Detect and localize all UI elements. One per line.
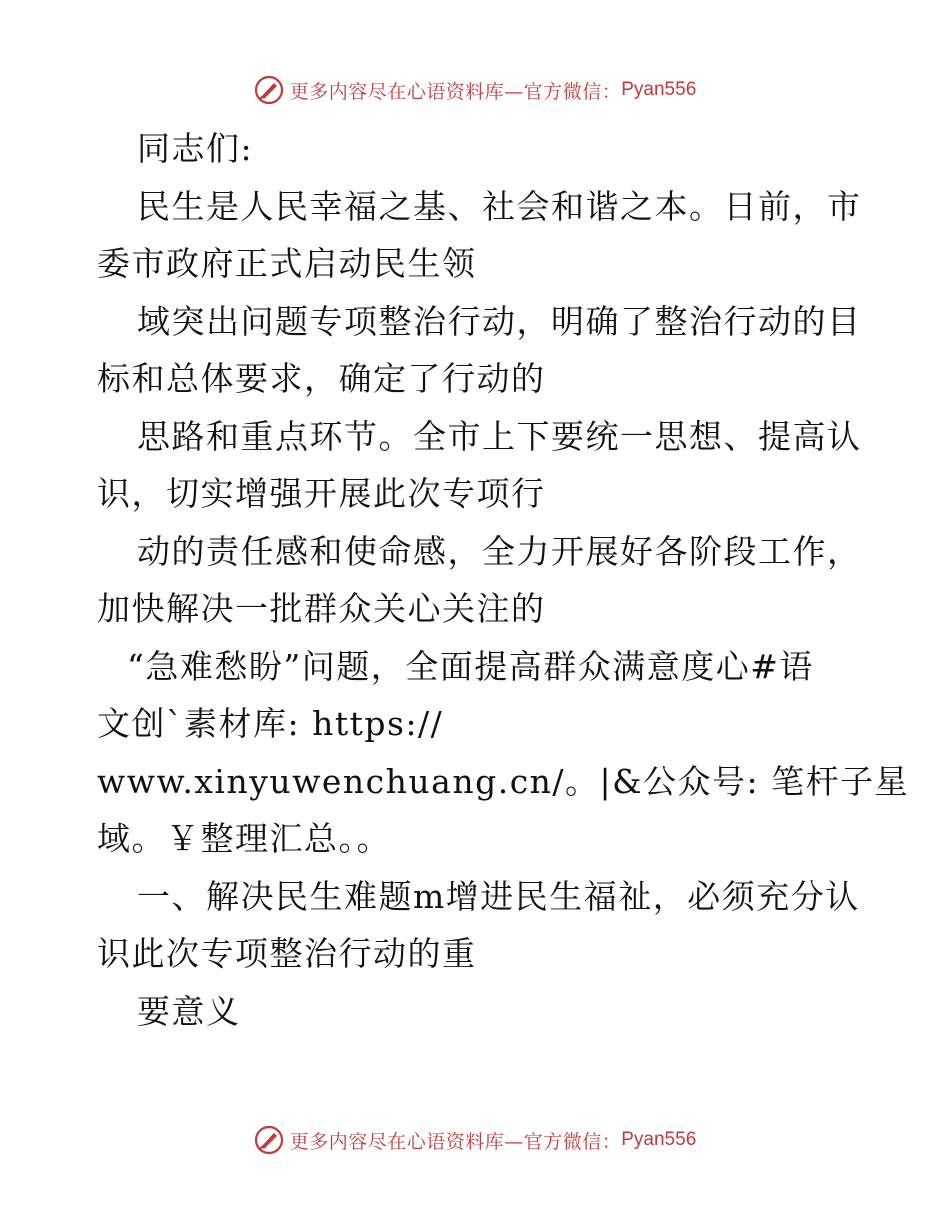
watermark-text: 更多内容尽在心语资料库—官方微信： [289,1130,622,1153]
section-heading-line: 一、解决民生难题m增进民生福祉，必须充分认 [137,876,860,916]
document-body [97,120,910,1040]
watermark-text: 更多内容尽在心语资料库—官方微信： [289,80,622,103]
paragraph-line: “急难愁盼”问题，全面提高群众满意度心#语 [127,646,814,686]
section-heading-line: 识此次专项整治行动的重 [97,934,477,973]
paragraph-line: 域突出问题专项整治行动，明确了整治行动的目 [137,301,862,341]
watermark-wechat-id: Pyan556 [621,1129,697,1150]
paragraph-line: 思路和重点环节。全市上下要统一思想、提高认 [137,416,862,456]
paragraph-line: 民生是人民幸福之基、社会和谐之本。日前，市 [137,186,862,226]
salutation: 同志们: [137,129,254,168]
quill-pen-logo-icon [254,75,284,105]
paragraph-line: 标和总体要求，确定了行动的 [97,359,546,398]
paragraph-line: 域。￥整理汇总。。 [97,819,391,858]
watermark-wechat-id: Pyan556 [621,79,697,100]
footer-watermark [0,1122,950,1158]
paragraph-line: 文创`素材库: https:// [97,704,444,743]
paragraph-line: 动的责任感和使命感，全力开展好各阶段工作， [137,531,862,571]
paragraph-line: 委市政府正式启动民生领 [97,244,477,283]
paragraph-line: www.xinyuwenchuang.cn/。|&公众号: 笔杆子星 [97,761,910,801]
section-heading-line: 要意义 [137,991,241,1031]
paragraph-line: 识，切实增强开展此次专项行 [97,474,546,513]
header-watermark [0,72,950,108]
quill-pen-logo-icon [254,1125,284,1155]
paragraph-line: 加快解决一批群众关心关注的 [97,589,546,628]
